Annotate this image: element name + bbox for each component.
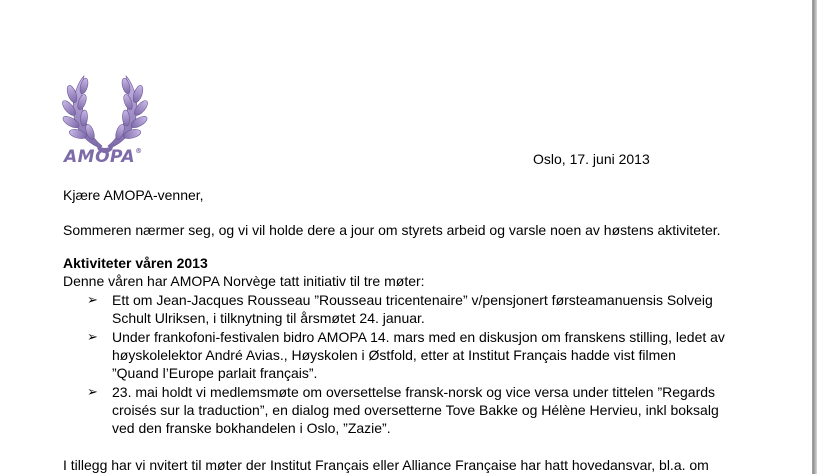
page-shadow: [813, 0, 817, 474]
arrow-bullet-icon: ➢: [87, 384, 98, 399]
greeting: Kjære AMOPA-venner,: [63, 187, 204, 203]
letter-date: Oslo, 17. juni 2013: [533, 151, 650, 167]
section-intro: Denne våren har AMOPA Norvège tatt initiativ til tre møter:: [63, 273, 425, 289]
section-heading: Aktiviteter våren 2013: [63, 255, 208, 271]
list-item: ➢ 23. mai holdt vi medlemsmøte om oversettelse fransk-norsk og vice versa under tittelen ”Regards croisés sur la traduction”, en dialog med oversetterne Tove Bakke og Hélène Hervieu, inkl boksalg ved den franske bokhandelen i Oslo, ”Zazie”.: [87, 384, 719, 436]
intro-paragraph: Sommeren nærmer seg, og vi vil holde dere a jour om styrets arbeid og varsle noen av høstens aktiviteter.: [63, 222, 721, 238]
activities-list: [63, 291, 753, 438]
arrow-bullet-icon: ➢: [87, 329, 98, 344]
amopa-logo-text: AMOPA®: [64, 147, 143, 167]
list-item: ➢ Ett om Jean-Jacques Rousseau ”Rousseau tricentenaire” v/pensjonert førsteamanuensis Solveig Schult Ulriksen, i tilknytning til årsmøtet 24. januar.: [87, 292, 713, 326]
list-item: ➢ Under frankofoni-festivalen bidro AMOPA 14. mars med en diskusjon om franskens stilling, ledet av høyskolelektor André Avias., Høyskolen i Østfold, etter at Institut Français hadde vist filmen ”Quand l’Europe parlait français”.: [87, 329, 725, 381]
arrow-bullet-icon: ➢: [87, 292, 98, 307]
closing-paragraph: I tillegg har vi nvitert til møter der Institut Français eller Alliance Française har hatt hovedansvar, bl.a. om: [63, 457, 709, 473]
